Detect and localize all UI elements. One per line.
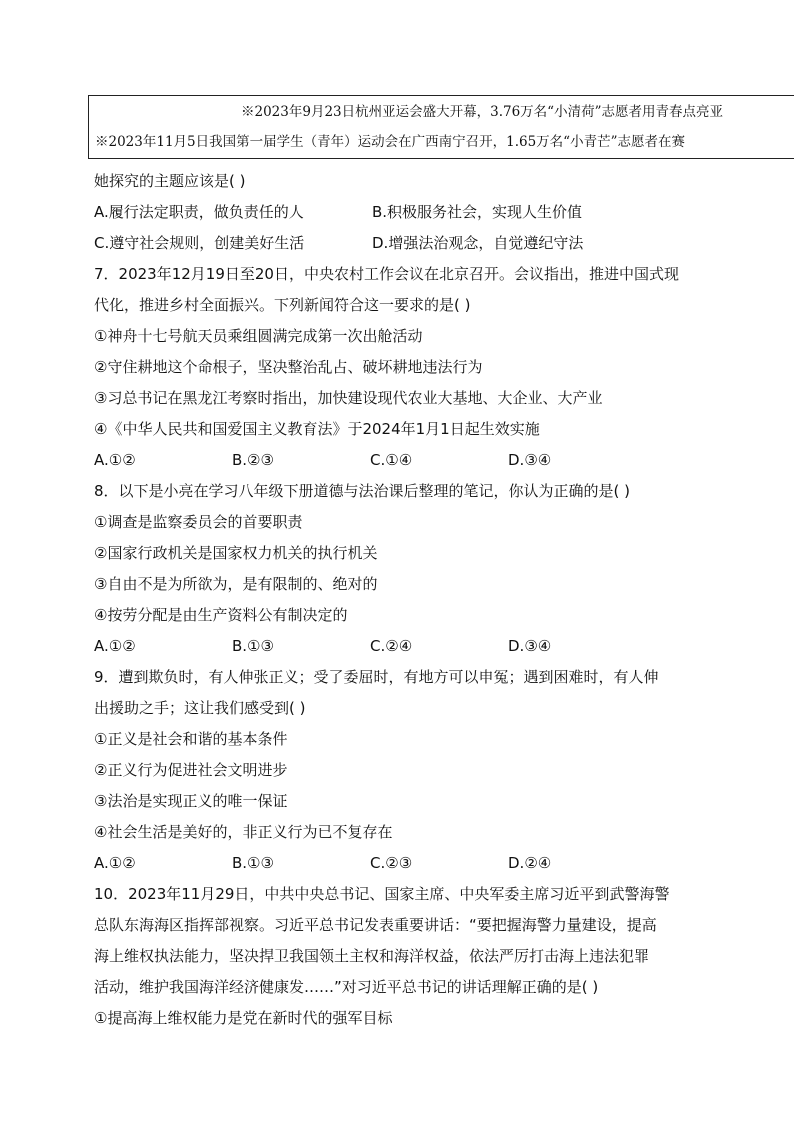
option-b: B.②③ [232,451,274,469]
question-7-item: ④《中华人民共和国爱国主义教育法》于2024年1月1日起生效实施 [94,420,540,438]
option-c: C.②④ [370,637,413,655]
question-8-options [94,631,714,662]
question-7-options [94,445,714,476]
option-b: B.积极服务社会，实现人生价值 [372,203,583,221]
question-7-stem: 7．2023年12月19日至20日，中央农村工作会议在北京召开。会议指出，推进中国式现 [94,265,679,283]
question-7-stem: 代化，推进乡村全面振兴。下列新闻符合这一要求的是( ) [94,296,471,314]
option-a: A.履行法定职责，做负责任的人 [94,203,304,221]
option-d: D.③④ [508,637,552,655]
option-b: B.①③ [232,637,274,655]
question-10-stem: 10．2023年11月29日，中共中央总书记、国家主席、中央军委主席习近平到武警海警 [94,885,670,903]
question-9-stem: 9．遭到欺负时，有人伸张正义；受了委屈时，有地方可以申冤；遇到困难时，有人伸 [94,668,659,686]
question-8-item: ①调查是监察委员会的首要职责 [94,513,303,531]
question-7-item: ③习总书记在黑龙江考察时指出，加快建设现代农业大基地、大企业、大产业 [94,389,603,407]
question-7-item: ①神舟十七号航天员乘组圆满完成第一次出舱活动 [94,327,423,345]
question-10-item: ①提高海上维权能力是党在新时代的强军目标 [94,1009,393,1027]
option-d: D.②④ [508,854,552,872]
question-9-item: ②正义行为促进社会文明进步 [94,761,288,779]
question-9-item: ③法治是实现正义的唯一保证 [94,792,288,810]
option-a: A.①② [94,637,136,655]
option-a: A.①② [94,451,136,469]
question-8-item: ②国家行政机关是国家权力机关的执行机关 [94,544,378,562]
option-a: A.①② [94,854,136,872]
question-10-stem: 活动，维护我国海洋经济健康发……”对习近平总书记的讲话理解正确的是( ) [94,978,599,996]
question-9-item: ④社会生活是美好的，非正义行为已不复存在 [94,823,393,841]
question-10-stem: 总队东海海区指挥部视察。习近平总书记发表重要讲话：“要把握海警力量建设，提高 [94,916,657,934]
option-d: D.增强法治观念，自觉遵纪守法 [372,234,584,252]
question-9-options [94,848,714,879]
question-8-item: ④按劳分配是由生产资料公有制决定的 [94,606,348,624]
question-10-stem: 海上维权执法能力，坚决捍卫我国领土主权和海洋权益，依法严厉打击海上违法犯罪 [94,947,650,965]
question-8-item: ③自由不是为所欲为，是有限制的、绝对的 [94,575,378,593]
question-6-options-row-2 [94,228,714,259]
question-8-stem: 8．以下是小亮在学习八年级下册道德与法治课后整理的笔记，你认为正确的是( ) [94,482,631,500]
question-list [94,166,714,1034]
option-c: C.②③ [370,854,413,872]
material-line: ※2023年9月23日杭州亚运会盛大开幕，3.76万名“小清荷”志愿者用青春点亮亚 [241,104,723,120]
question-6-stem: 她探究的主题应该是( ) [94,172,246,190]
material-box [88,95,794,159]
option-d: D.③④ [508,451,552,469]
question-9-item: ①正义是社会和谐的基本条件 [94,730,288,748]
material-line: ※2023年11月5日我国第一届学生（青年）运动会在广西南宁召开，1.65万名“小青芒”志愿者在赛 [95,134,685,150]
question-9-stem: 出援助之手；这让我们感受到( ) [94,699,306,717]
option-c: C.遵守社会规则，创建美好生活 [94,234,305,252]
question-7-item: ②守住耕地这个命根子，坚决整治乱占、破坏耕地违法行为 [94,358,483,376]
option-c: C.①④ [370,451,413,469]
question-6-options-row-1 [94,197,714,228]
option-b: B.①③ [232,854,274,872]
